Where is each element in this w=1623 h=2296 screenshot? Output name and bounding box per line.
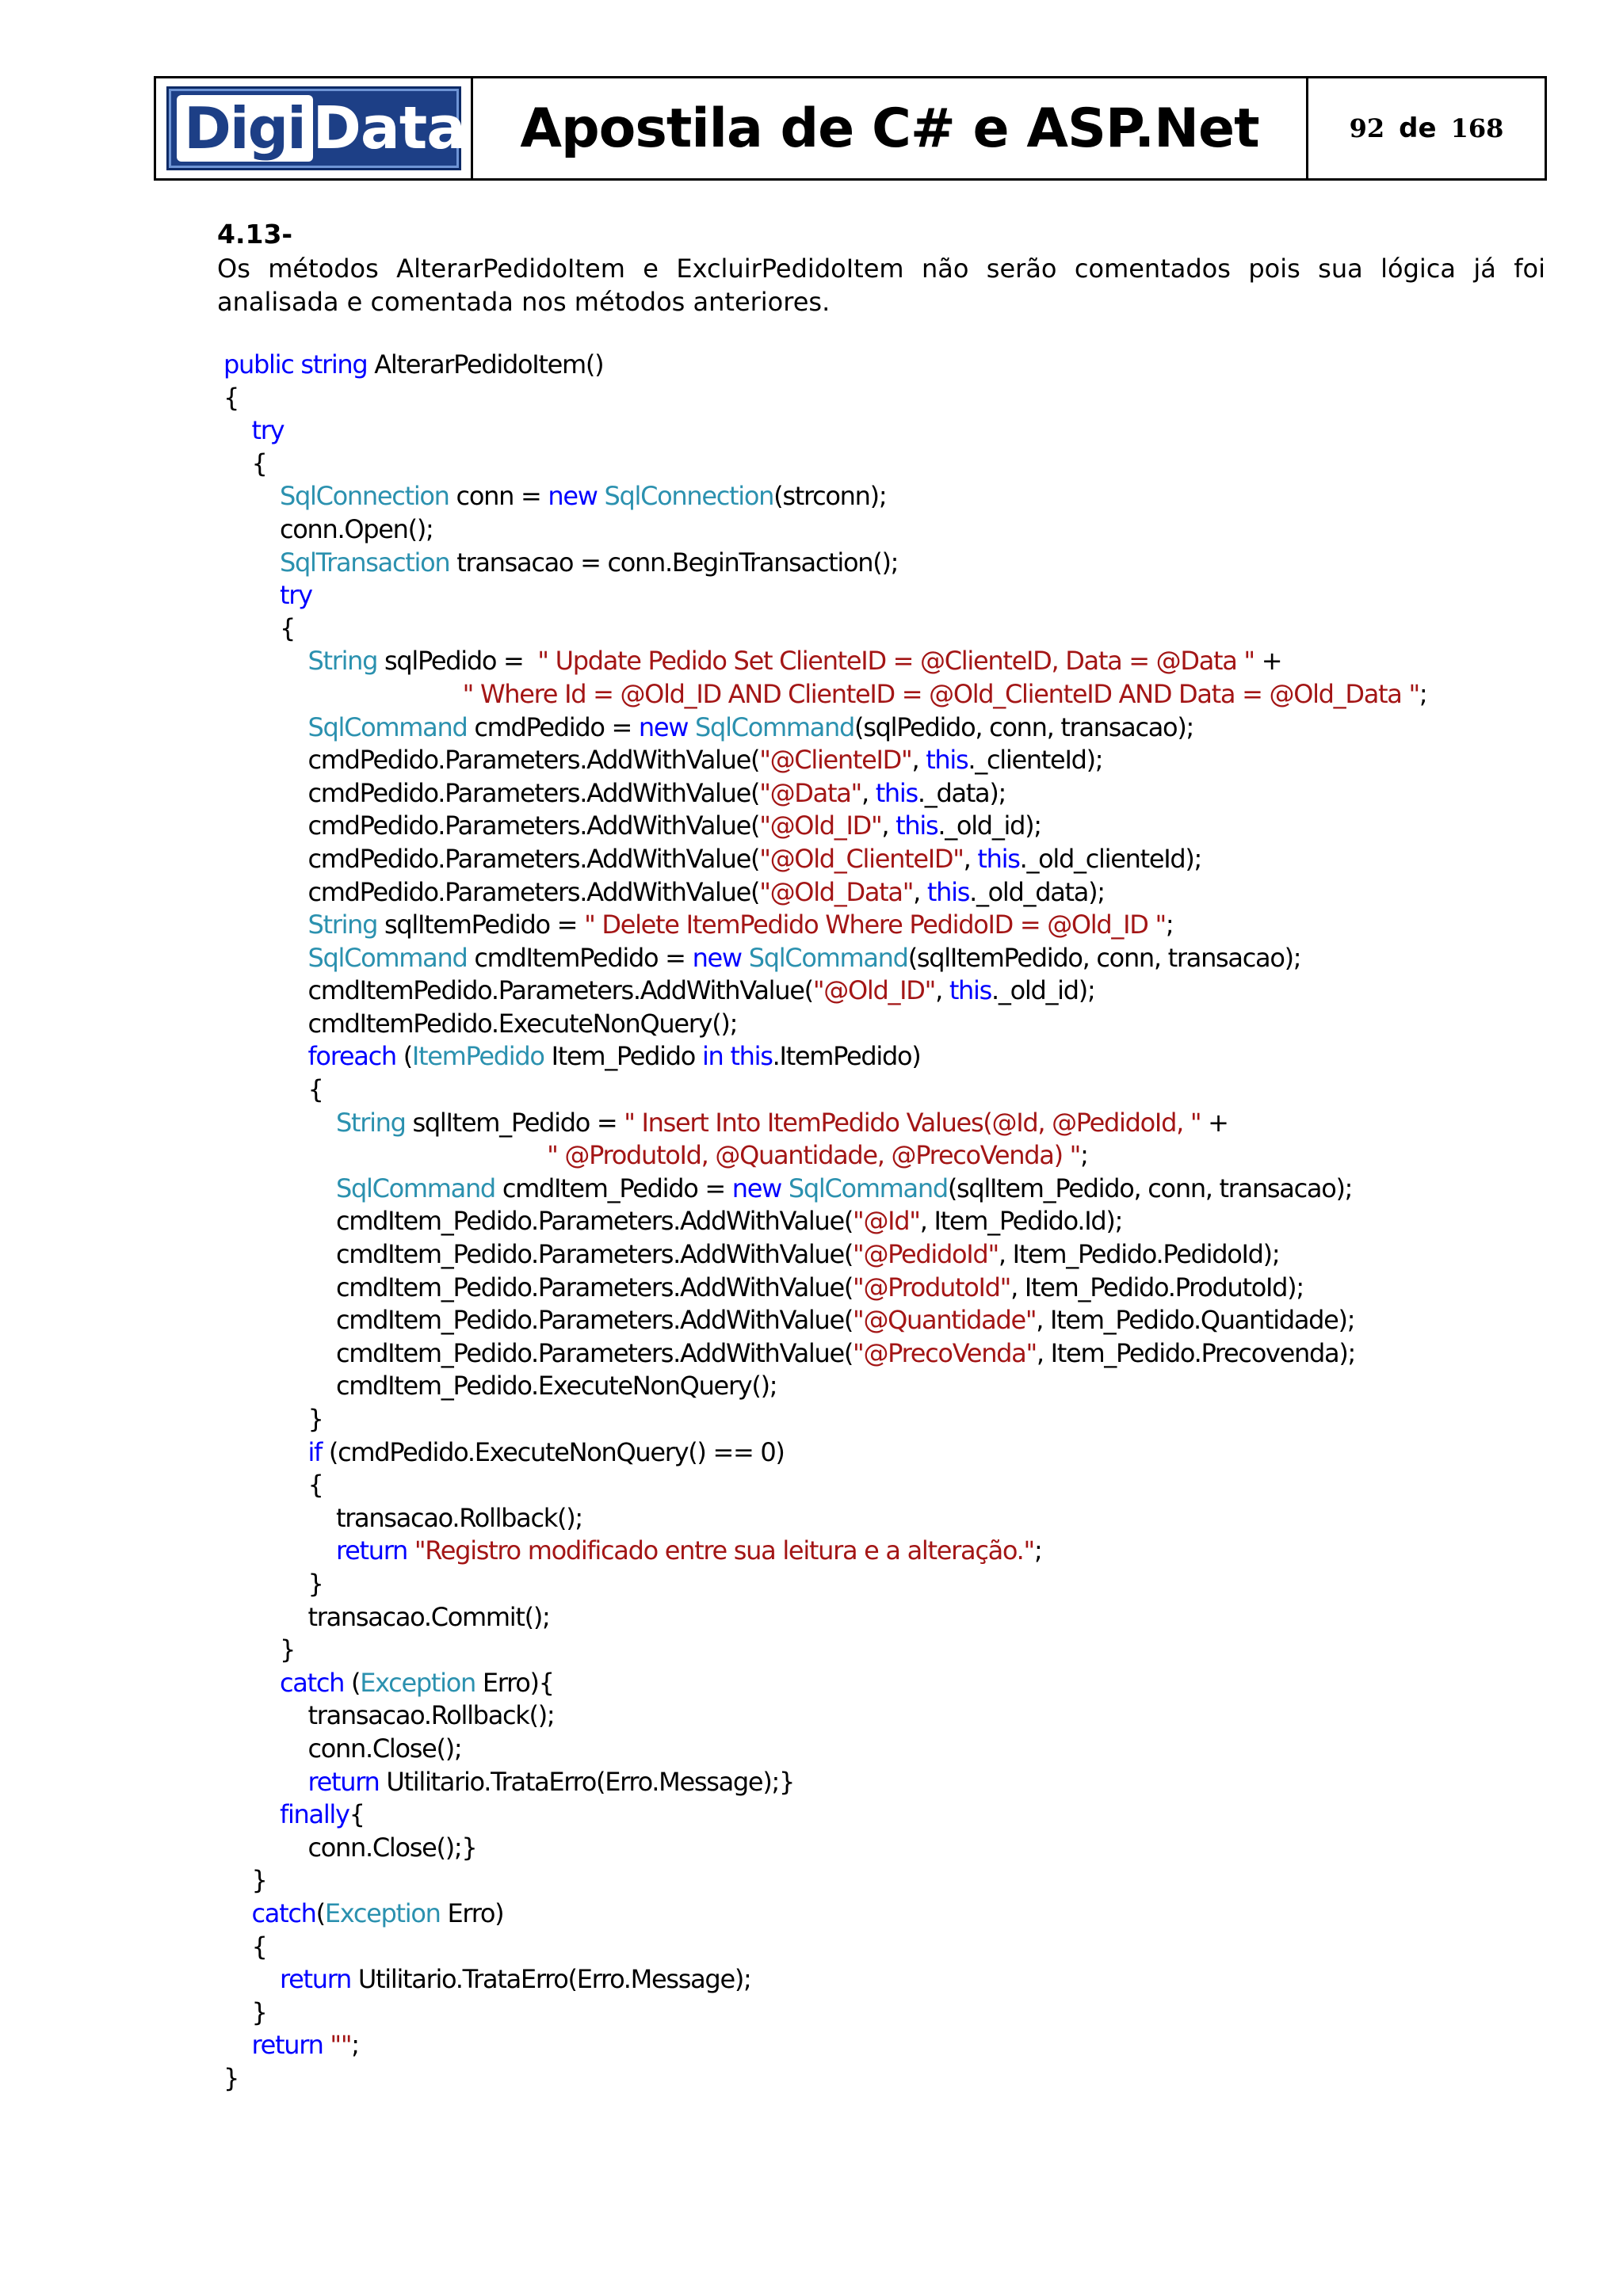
code-keyword: this [896, 810, 938, 841]
code-text: conn.Close(); [223, 1733, 462, 1764]
code-text: (sqlItem_Pedido, conn, transacao); [947, 1173, 1353, 1203]
code-line [223, 1897, 1571, 1931]
code-text: cmdItem_Pedido.Parameters.AddWithValue( [223, 1337, 854, 1368]
code-keyword: public [223, 349, 294, 379]
code-line [223, 349, 1571, 382]
code-text: } [223, 2062, 239, 2093]
code-text: ( [395, 1041, 412, 1072]
code-type: SqlCommand [307, 942, 468, 973]
code-text: (sqlItemPedido, conn, transacao); [907, 942, 1301, 973]
code-keyword: new [692, 942, 742, 973]
page-total: 168 [1450, 113, 1504, 143]
code-keyword: return [279, 1964, 352, 1995]
code-keyword: this [949, 975, 992, 1006]
code-string: "@Quantidade" [853, 1305, 1037, 1336]
code-line [223, 1074, 1571, 1107]
code-text: cmdPedido.Parameters.AddWithValue( [223, 745, 760, 776]
code-text: { [223, 382, 239, 413]
code-line [223, 909, 1571, 942]
code-line [223, 1634, 1571, 1667]
code-text: , [935, 975, 949, 1006]
code-text: , [861, 777, 876, 808]
code-keyword: new [548, 481, 598, 512]
code-text: ._data); [917, 777, 1006, 808]
code-text: , Item_Pedido.ProdutoId); [1010, 1272, 1304, 1302]
logo-cell [156, 78, 473, 178]
code-text: } [223, 1997, 267, 2027]
code-text: ._old_id); [991, 975, 1095, 1006]
code-text: cmdItemPedido.ExecuteNonQuery(); [223, 1008, 738, 1039]
code-text [742, 943, 749, 973]
code-text: ; [351, 2030, 359, 2061]
code-text: cmdPedido = [467, 711, 639, 742]
code-text: cmdItem_Pedido.Parameters.AddWithValue( [223, 1206, 854, 1237]
code-text [781, 1173, 789, 1203]
code-line [223, 612, 1571, 646]
code-line [223, 1832, 1571, 1865]
code-text [223, 547, 280, 578]
code-text [223, 1767, 307, 1797]
code-text [223, 943, 307, 973]
code-text: cmdPedido.Parameters.AddWithValue( [223, 777, 760, 808]
code-line [223, 1469, 1571, 1502]
code-string: "@Id" [853, 1206, 920, 1237]
code-line [223, 711, 1571, 745]
code-line [223, 480, 1571, 513]
code-text [223, 2030, 252, 2060]
code-text: cmdItem_Pedido.Parameters.AddWithValue( [223, 1305, 854, 1336]
code-string: "@Old_ID" [759, 810, 882, 841]
code-line [223, 1403, 1571, 1436]
code-text: ( [315, 1897, 325, 1928]
code-line [223, 382, 1571, 415]
code-text [407, 1535, 414, 1566]
code-line [223, 1205, 1571, 1238]
code-text: + [1254, 646, 1282, 677]
logo-digi-part [177, 95, 313, 162]
code-keyword: catch [251, 1897, 316, 1928]
code-type: SqlCommand [695, 711, 855, 742]
code-string: "@Old_ID" [812, 975, 936, 1006]
code-line [223, 1008, 1571, 1041]
code-text: cmdItem_Pedido.Parameters.AddWithValue( [223, 1239, 854, 1270]
code-text [223, 481, 280, 511]
code-text [688, 712, 695, 742]
digidata-logo [166, 86, 466, 170]
code-line [223, 1699, 1571, 1733]
page-header [154, 76, 1547, 181]
code-line [223, 448, 1571, 481]
code-text [223, 1799, 280, 1829]
code-text: ; [1033, 1535, 1042, 1566]
code-text: , [913, 876, 927, 907]
code-text: conn.Open(); [223, 513, 433, 544]
code-string: " @ProdutoId, @Quantidade, @PrecoVenda) " [547, 1140, 1081, 1171]
logo-data-text: Data [312, 94, 466, 162]
code-text: transacao.Commit(); [223, 1601, 550, 1632]
code-text: AlterarPedidoItem() [367, 349, 604, 379]
code-text: , Item_Pedido.PedidoId); [998, 1239, 1280, 1270]
code-line [223, 1864, 1571, 1897]
code-text: cmdItem_Pedido.ExecuteNonQuery(); [223, 1371, 777, 1402]
code-text [223, 679, 463, 709]
code-line [223, 1733, 1571, 1766]
code-line [223, 1601, 1571, 1634]
code-line [223, 777, 1571, 810]
code-text: { [223, 1074, 323, 1105]
code-line [223, 1766, 1571, 1799]
code-line [223, 645, 1571, 678]
code-text: sqlItem_Pedido = [405, 1107, 624, 1138]
code-type: SqlCommand [788, 1173, 948, 1203]
code-text: , Item_Pedido.Id); [919, 1206, 1123, 1237]
code-line [223, 843, 1571, 876]
code-text: sqlPedido = [377, 646, 538, 677]
code-text: ; [1165, 910, 1174, 940]
code-text: { [349, 1799, 365, 1830]
page-of-word: de [1399, 113, 1437, 144]
code-line [223, 744, 1571, 777]
code-line [223, 1502, 1571, 1535]
code-keyword: catch [279, 1667, 345, 1698]
code-text: + [1201, 1107, 1228, 1138]
code-type: SqlCommand [307, 711, 468, 742]
section-number: 4.13- [217, 219, 293, 250]
code-text: { [223, 612, 296, 643]
code-text: ._clienteId); [968, 745, 1103, 776]
code-line [223, 1139, 1571, 1173]
code-text [223, 646, 307, 676]
code-type: SqlCommand [748, 942, 908, 973]
code-keyword: if [307, 1436, 323, 1467]
code-keyword: this [926, 745, 968, 776]
code-line [223, 1272, 1571, 1305]
code-text [223, 415, 252, 445]
code-keyword: finally [279, 1799, 349, 1830]
code-line [223, 414, 1571, 448]
code-line [223, 1798, 1571, 1832]
document-title: Apostila de C# e ASP.Net [520, 97, 1259, 160]
code-text: ._old_clienteId); [1019, 843, 1202, 874]
code-line [223, 1931, 1571, 1964]
code-text: (sqlPedido, conn, transacao); [854, 711, 1193, 742]
code-keyword: return [307, 1766, 380, 1797]
code-string: "Registro modificado entre sua leitura e a alteração." [414, 1535, 1034, 1566]
title-cell [473, 78, 1308, 178]
logo-data-part [313, 89, 466, 168]
code-text [223, 1108, 336, 1138]
page-number-cell [1308, 78, 1545, 178]
code-type: SqlConnection [279, 481, 449, 512]
code-text [223, 580, 280, 610]
code-text: Item_Pedido [544, 1041, 702, 1072]
code-line [223, 1535, 1571, 1568]
code-text [223, 1173, 336, 1203]
logo-digi-text: Digi [184, 95, 305, 162]
code-string: " Update Pedido Set ClienteID = @ClienteID, Data = @Data " [537, 646, 1254, 677]
code-line [223, 2062, 1571, 2096]
code-text: cmdPedido.Parameters.AddWithValue( [223, 810, 760, 841]
code-text: conn.Close();} [223, 1832, 477, 1863]
code-text [223, 1668, 280, 1698]
code-text: (cmdPedido.ExecuteNonQuery() == 0) [322, 1436, 785, 1467]
code-line [223, 876, 1571, 910]
code-line [223, 1040, 1571, 1074]
code-line [223, 942, 1571, 975]
code-listing [223, 349, 1571, 2095]
code-text: Erro){ [475, 1667, 554, 1698]
code-text: transacao = conn.BeginTransaction(); [449, 547, 899, 578]
code-keyword: try [251, 415, 285, 446]
code-line [223, 974, 1571, 1008]
code-line [223, 1997, 1571, 2030]
code-text: cmdItem_Pedido.Parameters.AddWithValue( [223, 1272, 854, 1302]
code-text: ._old_id); [938, 810, 1041, 841]
code-type: SqlConnection [604, 481, 774, 512]
code-keyword: return [251, 2030, 323, 2061]
code-type: String [307, 910, 378, 940]
code-string: "" [330, 2030, 352, 2061]
code-text: conn = [449, 481, 548, 512]
code-string: "@ProdutoId" [853, 1272, 1011, 1302]
code-text: , [881, 810, 896, 841]
code-text: cmdItemPedido = [467, 942, 693, 973]
code-text: ._old_data); [969, 876, 1105, 907]
code-line [223, 1238, 1571, 1272]
code-line [223, 1436, 1571, 1470]
code-text: { [223, 1931, 267, 1962]
code-text: .ItemPedido) [772, 1041, 921, 1072]
code-string: " Where Id = @Old_ID AND ClienteID = @Old_ClienteID AND Data = @Old_Data " [462, 678, 1419, 709]
code-line [223, 810, 1571, 843]
code-text: cmdPedido.Parameters.AddWithValue( [223, 876, 760, 907]
code-keyword: new [638, 711, 689, 742]
code-keyword: new [731, 1173, 781, 1203]
code-line [223, 579, 1571, 612]
code-text [223, 1140, 547, 1170]
code-text: sqlItemPedido = [377, 910, 585, 940]
code-text: cmdPedido.Parameters.AddWithValue( [223, 843, 760, 874]
code-text: transacao.Rollback(); [223, 1502, 582, 1533]
code-string: "@Old_Data" [759, 876, 914, 907]
code-text [223, 1041, 307, 1071]
code-text: ; [1419, 678, 1427, 709]
code-line [223, 1667, 1571, 1700]
code-text: , Item_Pedido.Quantidade); [1036, 1305, 1355, 1336]
code-line [223, 1370, 1571, 1403]
code-text: Utilitario.TrataErro(Erro.Message); [351, 1964, 751, 1995]
code-text: Erro) [440, 1897, 504, 1928]
page-current: 92 [1349, 113, 1385, 143]
code-line [223, 513, 1571, 547]
code-line [223, 678, 1571, 711]
code-keyword: in [701, 1041, 724, 1072]
code-string: "@Data" [759, 777, 861, 808]
code-type: SqlTransaction [279, 547, 450, 578]
code-text: ( [344, 1667, 361, 1698]
code-type: Exception [324, 1897, 441, 1928]
code-text: } [223, 1865, 267, 1896]
code-keyword: try [279, 580, 312, 611]
code-keyword: string [300, 349, 368, 379]
code-text: cmdItem_Pedido = [495, 1173, 732, 1203]
code-text: , [963, 843, 978, 874]
code-string: "@Old_ClienteID" [759, 843, 964, 874]
code-line [223, 1304, 1571, 1337]
code-type: String [307, 646, 378, 677]
code-string: " Delete ItemPedido Where PedidoID = @Old_ID " [584, 910, 1166, 940]
code-text: } [223, 1568, 323, 1599]
code-string: "@ClienteID" [759, 745, 912, 776]
code-line [223, 1963, 1571, 1997]
code-type: Exception [360, 1667, 475, 1698]
section-intro-paragraph: Os métodos AlterarPedidoItem e ExcluirPedidoItem não serão comentados pois sua lógica já foi analisada e comentada nos métodos anteriores. [217, 254, 1545, 317]
code-text: { [223, 448, 267, 479]
code-text: } [223, 1404, 323, 1434]
code-line [223, 2029, 1571, 2062]
code-text: transacao.Rollback(); [223, 1700, 555, 1731]
code-line [223, 547, 1571, 580]
code-line [223, 1107, 1571, 1140]
code-text: Utilitario.TrataErro(Erro.Message);} [379, 1766, 795, 1797]
code-line [223, 1568, 1571, 1601]
code-text: (strconn); [773, 481, 887, 512]
code-text [223, 1898, 252, 1928]
code-text: { [223, 1470, 323, 1501]
code-keyword: return [335, 1535, 407, 1566]
code-keyword: foreach [307, 1041, 396, 1072]
code-keyword: this [977, 843, 1020, 874]
code-text [223, 1964, 280, 1994]
code-line [223, 1173, 1571, 1206]
code-text [223, 910, 307, 940]
code-text: cmdItemPedido.Parameters.AddWithValue( [223, 975, 813, 1006]
code-text: } [223, 1634, 296, 1665]
code-string: "@PrecoVenda" [853, 1337, 1037, 1368]
code-string: "@PedidoId" [853, 1239, 999, 1270]
code-keyword: this [730, 1041, 773, 1072]
code-text [223, 1535, 336, 1566]
code-text: ; [1080, 1140, 1088, 1171]
code-type: ItemPedido [411, 1041, 544, 1072]
code-string: " Insert Into ItemPedido Values(@Id, @PedidoId, " [624, 1107, 1201, 1138]
code-text [223, 1437, 307, 1467]
code-line [223, 1337, 1571, 1371]
code-keyword: this [875, 777, 918, 808]
code-text: , Item_Pedido.Precovenda); [1036, 1337, 1355, 1368]
code-text: , [911, 745, 926, 776]
code-type: String [335, 1107, 406, 1138]
code-keyword: this [926, 876, 970, 907]
code-text [223, 712, 307, 742]
code-type: SqlCommand [335, 1173, 495, 1203]
